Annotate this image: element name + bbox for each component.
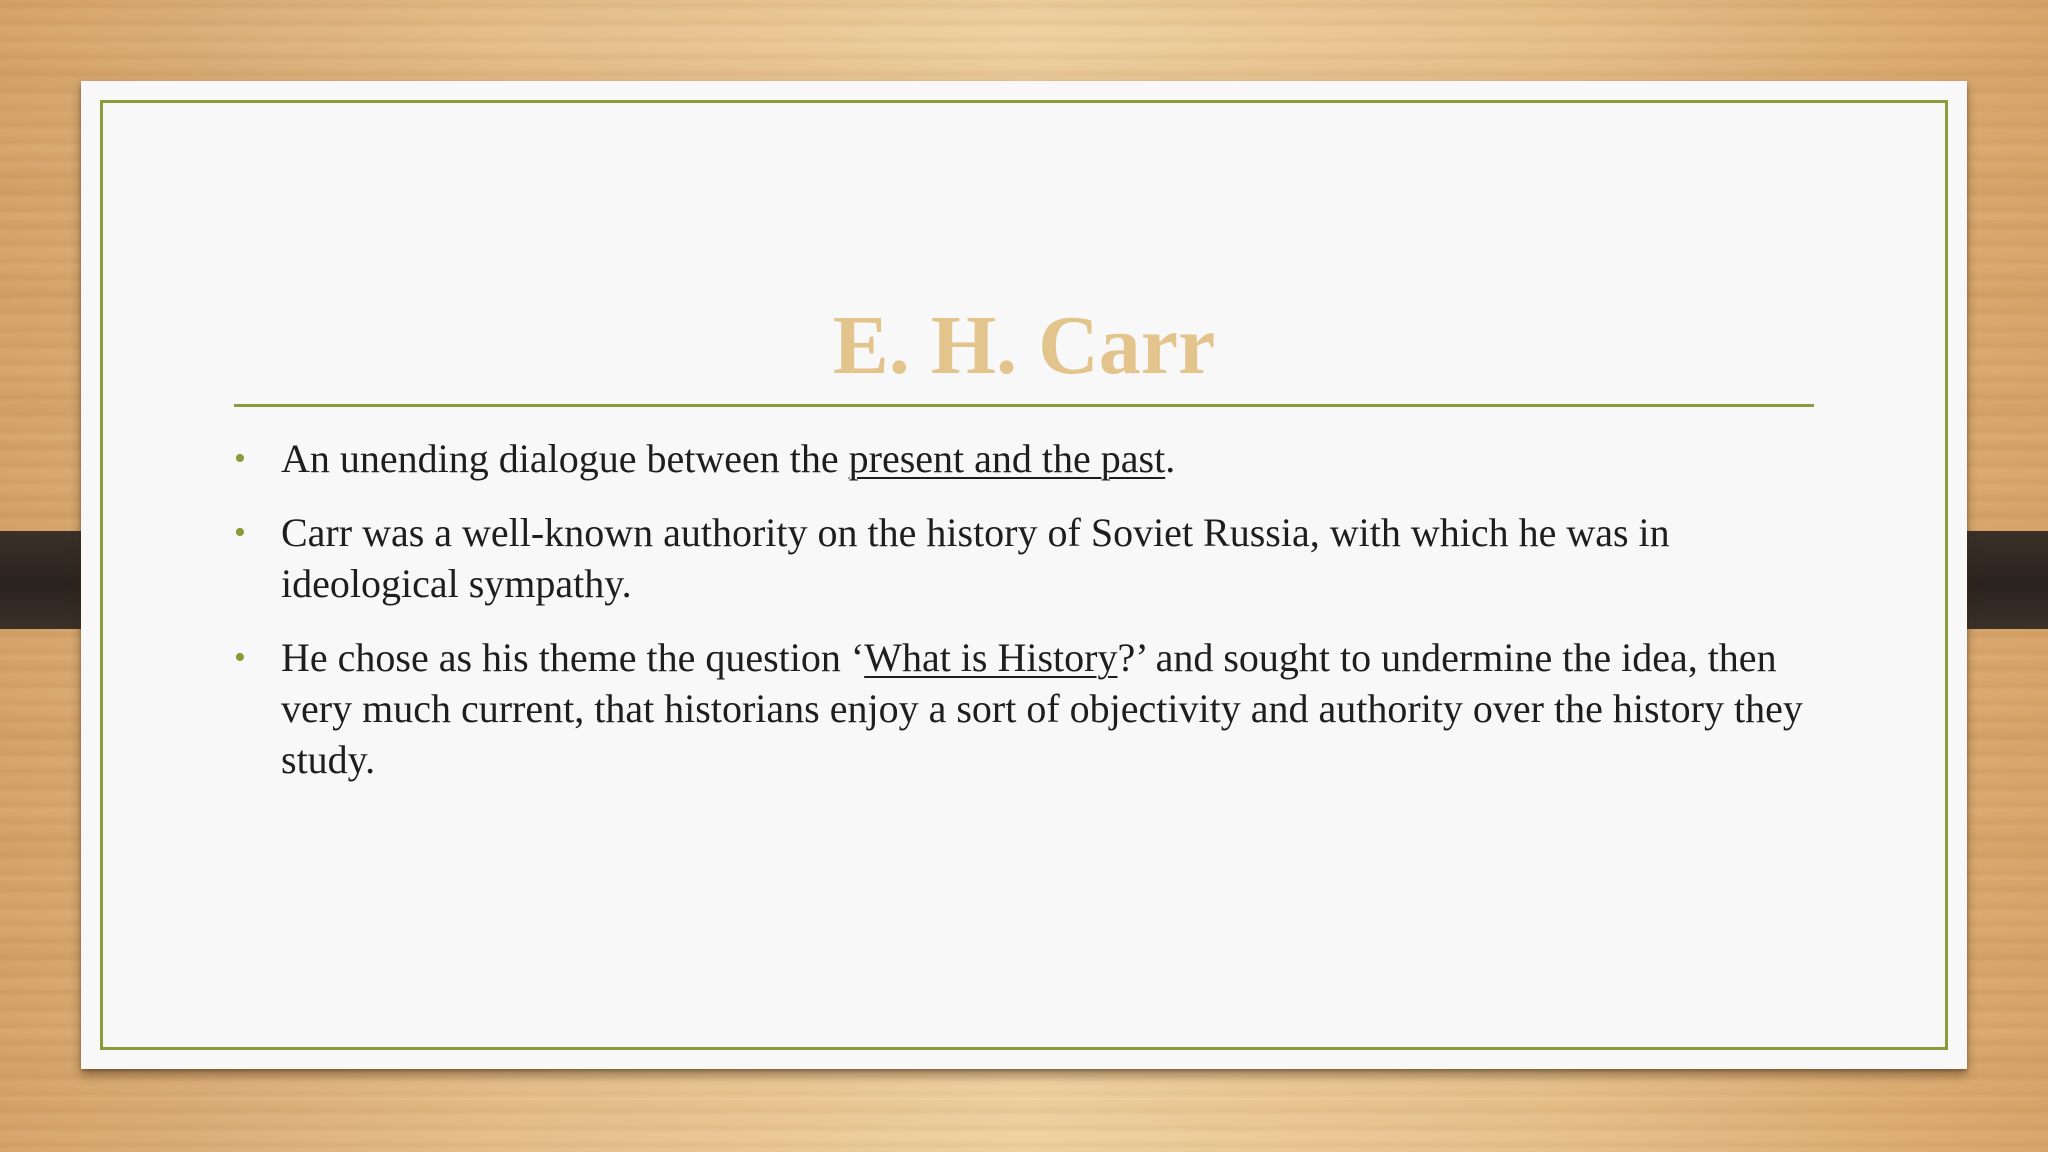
bullet-item bbox=[234, 632, 1814, 785]
bullet-marker: • bbox=[234, 639, 246, 676]
underlined-phrase: What is History bbox=[864, 635, 1118, 680]
bullet-list bbox=[234, 433, 1814, 808]
bullet-marker: • bbox=[234, 440, 246, 477]
bullet-text: An unending dialogue between the bbox=[281, 436, 849, 481]
title-divider bbox=[234, 404, 1814, 407]
bullet-text: . bbox=[1165, 436, 1176, 481]
bullet-text: Carr was a well-known authority on the history of Soviet Russia, with which he was in ideological sympathy. bbox=[281, 510, 1670, 606]
bullet-item bbox=[234, 433, 1814, 484]
bullet-item bbox=[234, 507, 1814, 609]
bullet-marker: • bbox=[234, 514, 246, 551]
bullet-text: He chose as his theme the question ‘ bbox=[281, 635, 865, 680]
slide-title: E. H. Carr bbox=[832, 299, 1216, 392]
bullet-text: ?’ and sought to undermine the idea, then very much current, that historians enjoy a sort of objectivity and authority over the history they study. bbox=[281, 635, 1803, 782]
underlined-phrase: present and the past bbox=[848, 436, 1166, 481]
slide-card bbox=[81, 81, 1967, 1069]
